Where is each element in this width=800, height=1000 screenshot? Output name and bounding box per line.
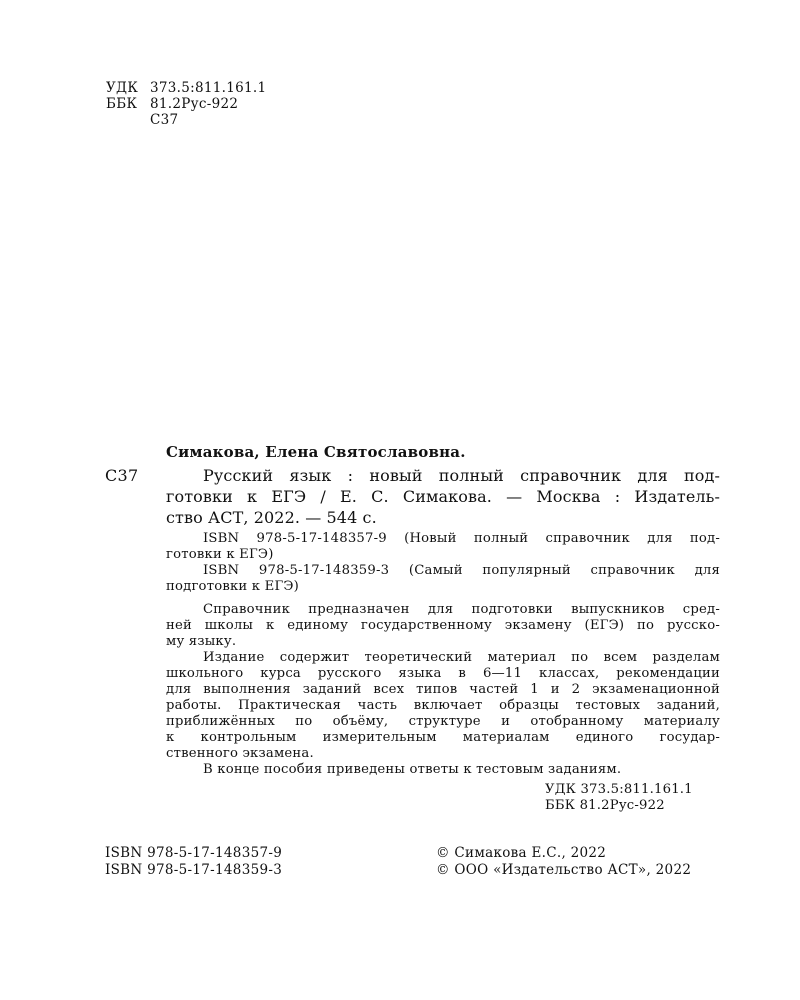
annotation-line-10: ственного экзамена.: [166, 746, 314, 761]
annotation-line-5: школьного курса русского языка в 6—11 классах, рекомендации: [166, 666, 720, 681]
author-mark-row: [106, 112, 266, 128]
author-heading: Симакова, Елена Святославовна.: [166, 443, 466, 461]
annotation-line-3: му языку.: [166, 634, 237, 649]
annotation-line-9: к контрольным измерительным материалам единого государ-: [166, 730, 720, 745]
title-line-1: Русский язык : новый полный справочник для под-: [203, 466, 720, 485]
annotation-line-6: для выполнения заданий всех типов частей 1 и 2 экзаменационной: [166, 682, 720, 697]
footer-isbn-1: ISBN 978-5-17-148357-9: [105, 845, 283, 861]
bbk-value: 81.2Рус-922: [150, 96, 239, 112]
annotation-line-7: работы. Практическая часть включает образцы тестовых заданий,: [166, 698, 720, 713]
bbk-row: [106, 96, 266, 112]
classification-block: [106, 80, 266, 128]
copyright-publisher: © ООО «Издательство АСТ», 2022: [436, 862, 692, 878]
annotation-line-2: ней школы к единому государственному экзамену (ЕГЭ) по русско-: [166, 618, 720, 633]
udk-row: [106, 80, 266, 96]
annotation-line-11: В конце пособия приведены ответы к тестовым заданиям.: [203, 762, 622, 777]
isbn-line-1: ISBN 978-5-17-148357-9 (Новый полный справочник для под-: [203, 531, 720, 546]
author-mark-top: С37: [150, 112, 179, 128]
author-mark: С37: [105, 466, 139, 485]
copyright-author: © Симакова Е.С., 2022: [436, 845, 607, 861]
udk-repeat: УДК 373.5:811.161.1: [545, 782, 693, 797]
udk-label: УДК: [106, 80, 139, 96]
annotation-line-4: Издание содержит теоретический материал по всем разделам: [203, 650, 720, 665]
footer-isbn-2: ISBN 978-5-17-148359-3: [105, 862, 283, 878]
annotation-line-8: приближённых по объёму, структуре и отобранному материалу: [166, 714, 720, 729]
title-line-3: ство АСТ, 2022. — 544 с.: [166, 508, 377, 527]
annotation-line-1: Справочник предназначен для подготовки выпускников сред-: [203, 602, 720, 617]
title-line-2: готовки к ЕГЭ / Е. С. Симакова. — Москва : Издатель-: [166, 487, 720, 506]
bbk-label: ББК: [106, 96, 138, 112]
isbn-line-4: подготовки к ЕГЭ): [166, 579, 300, 594]
udk-value: 373.5:811.161.1: [150, 80, 267, 96]
isbn-line-2: готовки к ЕГЭ): [166, 547, 274, 562]
isbn-line-3: ISBN 978-5-17-148359-3 (Самый популярный справочник для: [203, 563, 720, 578]
bbk-repeat: ББК 81.2Рус-922: [545, 798, 665, 813]
